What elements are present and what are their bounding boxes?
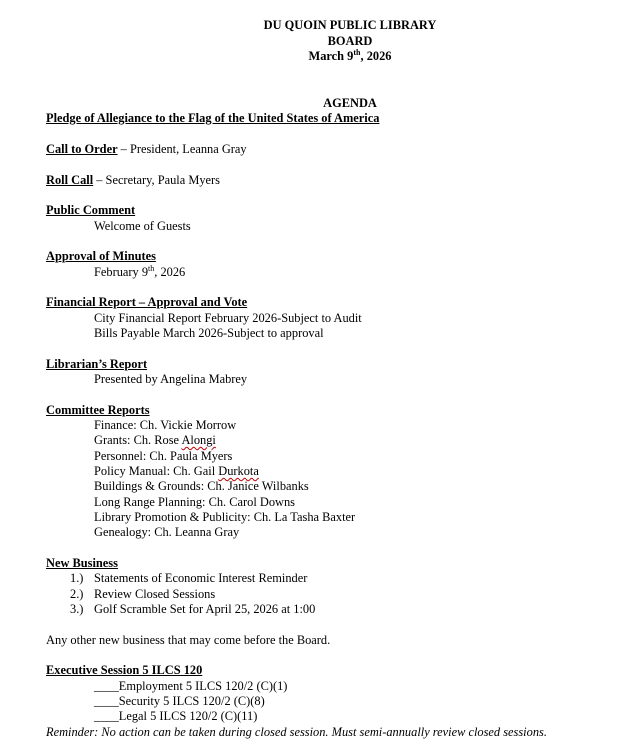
committee-item — [94, 525, 239, 540]
minutes-date-suffix: , 2026 — [154, 265, 186, 279]
public-comment-item: Welcome of Guests — [94, 219, 191, 233]
pledge-heading: Pledge of Allegiance to the Flag of the United States of America — [46, 111, 380, 125]
new-business-number: 1.) — [70, 571, 84, 585]
committee-item-text: Buildings & Grounds: Ch. Janice Wilbanks — [94, 479, 309, 493]
committee-item — [94, 479, 309, 494]
roll-call — [46, 173, 220, 188]
financial-item: City Financial Report February 2026-Subject to Audit — [94, 311, 362, 325]
committee-item-text: Genealogy: Ch. Leanna Gray — [94, 525, 240, 539]
minutes-date-prefix: February 9 — [94, 265, 149, 279]
blank-line: ____ — [94, 694, 119, 708]
board-title: BOARD — [327, 34, 373, 48]
executive-session-item-text: Legal 5 ILCS 120/2 (C)(11) — [118, 709, 258, 723]
date-ordinal: th — [353, 47, 361, 57]
committee-item-text: Grants: Ch. Rose — [94, 433, 182, 447]
public-comment-heading: Public Comment — [46, 203, 136, 217]
executive-session-item-text: Security 5 ILCS 120/2 (C)(8) — [118, 694, 265, 708]
executive-session-item-text: Employment 5 ILCS 120/2 (C)(1) — [118, 679, 288, 693]
minutes-date-ordinal: th — [148, 263, 155, 273]
committee-reports-heading: Committee Reports — [46, 403, 150, 417]
new-business-item: Review Closed Sessions — [94, 587, 216, 601]
blank-line: ____ — [94, 679, 119, 693]
roll-call-text: – Secretary, Paula Myers — [93, 173, 221, 187]
committee-item — [94, 495, 295, 510]
spellcheck-flagged-word: Durkota — [218, 464, 259, 478]
committee-item-text: Long Range Planning: Ch. Carol Downs — [94, 495, 295, 509]
approval-minutes-date — [94, 265, 185, 280]
other-business: Any other new business that may come before the Board. — [46, 633, 331, 647]
agenda-heading: AGENDA — [323, 96, 377, 110]
date-suffix: , 2026 — [360, 49, 392, 63]
committee-item-text: Personnel: Ch. Paula Myers — [94, 449, 233, 463]
librarian-report-item: Presented by Angelina Mabrey — [94, 372, 248, 386]
org-title: DU QUOIN PUBLIC LIBRARY — [263, 18, 437, 32]
committee-item — [94, 418, 236, 433]
executive-session-item — [94, 679, 287, 694]
approval-minutes-heading: Approval of Minutes — [46, 249, 156, 263]
new-business-heading: New Business — [46, 556, 118, 570]
committee-item — [94, 449, 232, 464]
committee-item — [94, 433, 216, 448]
financial-report-heading: Financial Report – Approval and Vote — [46, 295, 248, 309]
meeting-date — [0, 49, 626, 64]
reminder-note: Reminder: No action can be taken during closed session. Must semi-annually review closed sessions. — [46, 725, 547, 739]
new-business-number: 3.) — [70, 602, 84, 616]
committee-item-text: Policy Manual: Ch. Gail — [94, 464, 219, 478]
librarian-report-heading: Librarian’s Report — [46, 357, 148, 371]
call-to-order-label: Call to Order — [46, 142, 118, 156]
spellcheck-flagged-word: Alongi — [181, 433, 216, 447]
committee-item — [94, 464, 259, 479]
executive-session-heading: Executive Session 5 ILCS 120 — [46, 663, 203, 677]
executive-session-item — [94, 709, 257, 724]
financial-item: Bills Payable March 2026-Subject to approval — [94, 326, 324, 340]
roll-call-label: Roll Call — [46, 173, 94, 187]
committee-item-text: Finance: Ch. Vickie Morrow — [94, 418, 237, 432]
executive-session-item — [94, 694, 265, 709]
date-prefix: March 9 — [308, 49, 354, 63]
call-to-order-text: – President, Leanna Gray — [117, 142, 247, 156]
committee-item-text: Library Promotion & Publicity: Ch. La Tasha Baxter — [94, 510, 356, 524]
call-to-order — [46, 142, 247, 157]
committee-item — [94, 510, 355, 525]
blank-line: ____ — [94, 709, 119, 723]
new-business-number: 2.) — [70, 587, 84, 601]
new-business-item: Statements of Economic Interest Reminder — [94, 571, 308, 585]
new-business-item: Golf Scramble Set for April 25, 2026 at 1:00 — [94, 602, 316, 616]
